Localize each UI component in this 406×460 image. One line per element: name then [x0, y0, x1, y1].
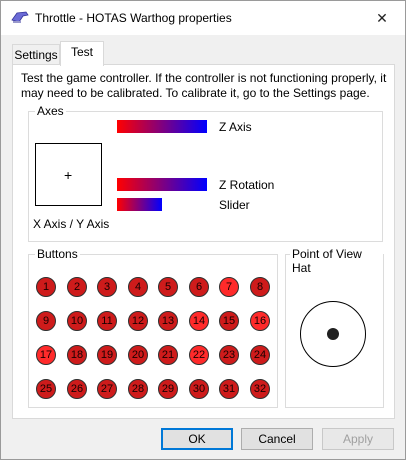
joystick-button-26: 26: [67, 379, 87, 399]
joystick-button-18: 18: [67, 345, 87, 365]
close-icon: ✕: [376, 9, 388, 26]
joystick-button-21: 21: [158, 345, 178, 365]
xy-position-marker: +: [64, 167, 73, 183]
joystick-button-24: 24: [250, 345, 270, 365]
tab-test[interactable]: Test: [60, 41, 104, 66]
joystick-button-4: 4: [128, 277, 148, 297]
joystick-button-14: 14: [189, 311, 209, 331]
game-controller-icon: [11, 10, 29, 24]
xy-axis-label: X Axis / Y Axis: [33, 217, 110, 231]
joystick-button-29: 29: [158, 379, 178, 399]
button-indicator-grid: [36, 277, 272, 397]
joystick-button-9: 9: [36, 311, 56, 331]
joystick-button-1: 1: [36, 277, 56, 297]
tab-settings[interactable]: Settings: [12, 44, 60, 65]
window-title: Throttle - HOTAS Warthog properties: [35, 11, 232, 25]
z-axis-bar: [117, 120, 207, 133]
joystick-button-19: 19: [97, 345, 117, 365]
joystick-button-13: 13: [158, 311, 178, 331]
joystick-button-20: 20: [128, 345, 148, 365]
cancel-button[interactable]: Cancel: [241, 428, 313, 450]
slider-bar: [117, 198, 162, 211]
axes-group-label: Axes: [37, 104, 64, 118]
joystick-button-17: 17: [36, 345, 56, 365]
pov-center-dot: [327, 328, 339, 340]
ok-button[interactable]: OK: [161, 428, 233, 450]
joystick-button-12: 12: [128, 311, 148, 331]
joystick-button-8: 8: [250, 277, 270, 297]
joystick-button-10: 10: [67, 311, 87, 331]
joystick-button-31: 31: [219, 379, 239, 399]
pov-hat-display: [300, 301, 366, 367]
title-bar: [1, 1, 405, 35]
z-axis-label: Z Axis: [219, 120, 252, 134]
pov-hat-group-label: Point of View Hat: [290, 247, 383, 275]
joystick-button-6: 6: [189, 277, 209, 297]
joystick-button-16: 16: [250, 311, 270, 331]
joystick-button-3: 3: [97, 277, 117, 297]
slider-label: Slider: [219, 198, 250, 212]
joystick-button-15: 15: [219, 311, 239, 331]
joystick-button-32: 32: [250, 379, 270, 399]
joystick-button-23: 23: [219, 345, 239, 365]
buttons-group-label: Buttons: [37, 247, 78, 261]
joystick-button-5: 5: [158, 277, 178, 297]
joystick-button-2: 2: [67, 277, 87, 297]
z-rotation-label: Z Rotation: [219, 178, 275, 192]
z-rotation-bar: [117, 178, 207, 191]
intro-text: Test the game controller. If the controller is not functioning properly, it may need to be calibrated. To calibrate it, go to the Settings page.: [21, 71, 387, 100]
joystick-button-7: 7: [219, 277, 239, 297]
close-button[interactable]: [359, 1, 405, 35]
joystick-button-22: 22: [189, 345, 209, 365]
joystick-button-30: 30: [189, 379, 209, 399]
joystick-button-28: 28: [128, 379, 148, 399]
xy-axis-display: [35, 143, 102, 206]
joystick-button-27: 27: [97, 379, 117, 399]
joystick-button-11: 11: [97, 311, 117, 331]
joystick-button-25: 25: [36, 379, 56, 399]
apply-button[interactable]: Apply: [322, 428, 394, 450]
